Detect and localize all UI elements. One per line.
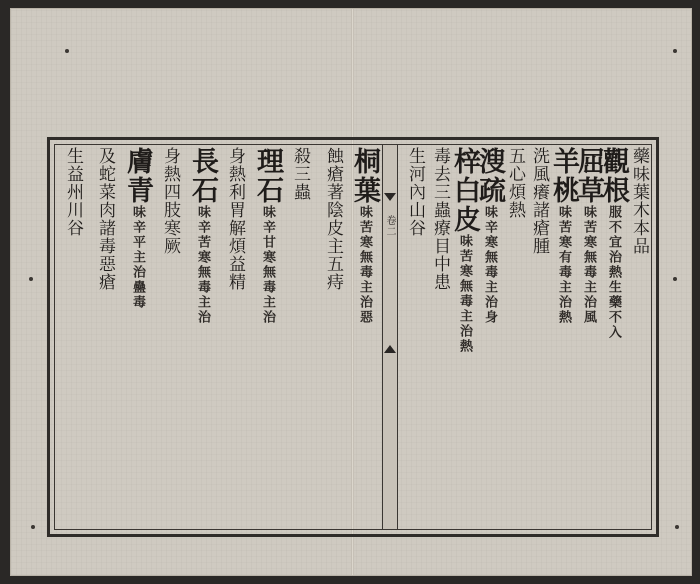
entry-heading: 觀根 bbox=[598, 147, 629, 205]
text-column bbox=[629, 147, 648, 255]
entry-heading-column bbox=[349, 147, 380, 325]
entry-heading: 長石 bbox=[187, 147, 218, 205]
text-column bbox=[160, 147, 179, 255]
binding-hole bbox=[29, 277, 33, 281]
body-text: 身熱利胃解煩益精 bbox=[225, 147, 245, 291]
text-column bbox=[430, 147, 449, 291]
entry-heading-column bbox=[187, 147, 218, 325]
entry-annotation: 味苦寒無毒主治風 bbox=[581, 205, 596, 325]
body-text: 生河內山谷 bbox=[405, 147, 425, 237]
entry-heading: 桐葉 bbox=[349, 147, 380, 205]
entry-heading-column bbox=[252, 147, 283, 325]
entry-annotation: 味苦寒無毒主治惡 bbox=[357, 205, 372, 325]
text-column bbox=[95, 147, 114, 291]
body-text: 身熱四肢寒厥 bbox=[160, 147, 180, 255]
entry-heading: 膚青 bbox=[122, 147, 153, 205]
entry-annotation: 服不宜治熱生藥不入 bbox=[606, 205, 621, 340]
text-column bbox=[405, 147, 424, 237]
binding-hole bbox=[675, 525, 679, 529]
entry-heading-column bbox=[548, 147, 579, 325]
text-column bbox=[225, 147, 244, 291]
body-text: 蝕瘡著陰皮主五痔 bbox=[323, 147, 343, 291]
book-page bbox=[10, 8, 692, 576]
entry-heading: 羊桃 bbox=[548, 147, 579, 205]
text-column bbox=[505, 147, 524, 219]
gutter-label: 卷二 bbox=[384, 215, 395, 237]
fish-tail-mark-bottom bbox=[384, 345, 396, 353]
binding-hole bbox=[673, 49, 677, 53]
entry-heading-column bbox=[449, 147, 480, 354]
entry-heading-column bbox=[598, 147, 629, 340]
entry-annotation: 味辛寒無毒主治身 bbox=[482, 205, 497, 325]
body-text: 毒去三蟲療目中患 bbox=[430, 147, 450, 291]
text-column bbox=[323, 147, 342, 291]
body-text: 生益州川谷 bbox=[63, 147, 83, 237]
entry-annotation: 味辛平主治蠱毒 bbox=[130, 205, 145, 310]
center-gutter bbox=[382, 145, 398, 529]
fish-tail-mark-top bbox=[384, 193, 396, 201]
body-text: 殺三蟲 bbox=[290, 147, 310, 201]
text-column bbox=[63, 147, 82, 237]
body-text: 藥味葉木本品 bbox=[629, 147, 649, 255]
body-text: 洗風癢諸瘡腫 bbox=[529, 147, 549, 255]
text-column bbox=[529, 147, 548, 255]
text-column bbox=[290, 147, 309, 201]
binding-hole bbox=[65, 49, 69, 53]
body-text: 及蛇菜肉諸毒惡瘡 bbox=[95, 147, 115, 291]
entry-annotation: 味苦寒無毒主治熱 bbox=[457, 234, 472, 354]
text-frame bbox=[47, 137, 659, 537]
entry-annotation: 味苦寒有毒主治熱 bbox=[556, 205, 571, 325]
binding-hole bbox=[31, 525, 35, 529]
entry-heading-column bbox=[122, 147, 153, 310]
entry-heading-column bbox=[573, 147, 604, 325]
body-text: 五心煩熱 bbox=[505, 147, 525, 219]
entry-heading: 屈草 bbox=[573, 147, 604, 205]
entry-annotation: 味辛甘寒無毒主治 bbox=[260, 205, 275, 325]
entry-heading: 梓白皮 bbox=[449, 147, 480, 234]
entry-heading: 溲疏 bbox=[474, 147, 505, 205]
entry-annotation: 味辛苦寒無毒主治 bbox=[195, 205, 210, 325]
entry-heading: 理石 bbox=[252, 147, 283, 205]
entry-heading-column bbox=[474, 147, 505, 325]
binding-hole bbox=[673, 277, 677, 281]
text-frame-inner bbox=[54, 144, 652, 530]
